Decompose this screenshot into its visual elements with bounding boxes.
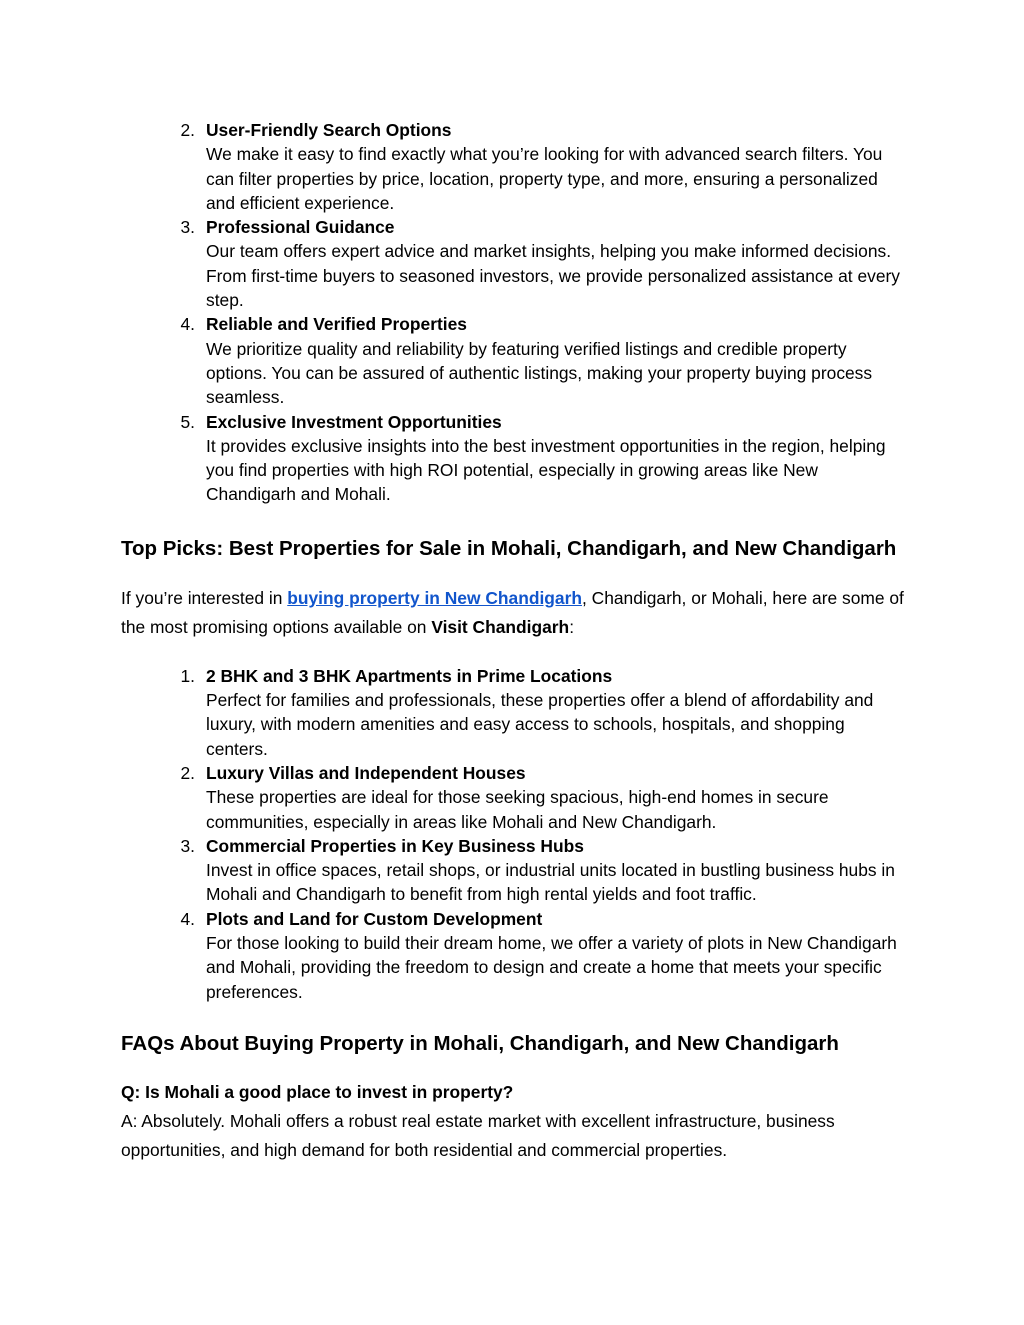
list-item-number: 2. xyxy=(180,120,195,140)
list-item-body: Our team offers expert advice and market insights, helping you make informed decisions. From first-time buyers to seasoned investors, we provide personalized assistance at every step. xyxy=(206,241,900,311)
list-item xyxy=(121,834,911,907)
list-item xyxy=(121,410,911,507)
faq-answer: A: Absolutely. Mohali offers a robust real estate market with excellent infrastructure, business opportunities, and high demand for both residential and commercial properties. xyxy=(121,1110,835,1161)
list-item-body: We make it easy to find exactly what you’re looking for with advanced search filters. You can filter properties by price, location, property type, and more, ensuring a personalized and efficient experience. xyxy=(206,144,883,213)
list-item-title: Exclusive Investment Opportunities xyxy=(206,411,502,432)
list-item xyxy=(121,664,911,761)
list-item-body: For those looking to build their dream home, we offer a variety of plots in New Chandigarh and Mohali, providing the freedom to design and create a home that meets your specific preferences. xyxy=(206,933,897,1002)
list-item-title: Commercial Properties in Key Business Hubs xyxy=(206,835,584,856)
list-item xyxy=(121,761,911,834)
list-item-body: It provides exclusive insights into the best investment opportunities in the region, helping you find properties with high ROI potential, especially in growing areas like New Chandigarh and Mohali. xyxy=(206,435,886,505)
list-item-body: These properties are ideal for those seeking spacious, high-end homes in secure communities, especially in areas like Mohali and New Chandigarh. xyxy=(206,787,829,832)
list-item-title: User-Friendly Search Options xyxy=(206,120,452,140)
list-item-title: Plots and Land for Custom Development xyxy=(206,908,543,929)
top-picks-intro xyxy=(121,584,911,642)
list-item-title: Luxury Villas and Independent Houses xyxy=(206,762,526,783)
document-page xyxy=(121,118,911,1166)
list-item xyxy=(121,312,911,409)
list-item xyxy=(121,118,911,215)
faq-question: Q: Is Mohali a good place to invest in property? xyxy=(121,1081,514,1102)
list-item-title: Professional Guidance xyxy=(206,217,395,238)
list-item-body: Invest in office spaces, retail shops, or industrial units located in bustling business hubs in Mohali and Chandigarh to benefit from high rental yields and foot traffic. xyxy=(206,860,895,905)
list-item-number: 4. xyxy=(180,908,195,929)
list-item-number: 3. xyxy=(180,835,195,856)
buying-property-link[interactable]: buying property in New Chandigarh xyxy=(287,587,582,608)
list-item xyxy=(121,907,911,1004)
features-list xyxy=(121,118,911,507)
top-picks-list xyxy=(121,664,911,1004)
list-item-number: 4. xyxy=(180,314,195,335)
intro-text-middle: , Chandigarh, or Mohali, here are some of the most promising options available on xyxy=(121,587,904,637)
list-item xyxy=(121,215,911,312)
list-item-title: Reliable and Verified Properties xyxy=(206,314,467,335)
list-item-number: 3. xyxy=(180,217,195,238)
list-item-title: 2 BHK and 3 BHK Apartments in Prime Locations xyxy=(206,665,613,686)
list-item-number: 2. xyxy=(180,762,195,783)
intro-brand-name: Visit Chandigarh xyxy=(431,616,570,637)
list-item-number: 1. xyxy=(180,665,195,686)
faq-heading: FAQs About Buying Property in Mohali, Chandigarh, and New Chandigarh xyxy=(121,1031,839,1055)
list-item-body: We prioritize quality and reliability by featuring verified listings and credible property options. You can be assured of authentic listings, making your property buying process seamless. xyxy=(206,338,873,408)
list-item-body: Perfect for families and professionals, these properties offer a blend of affordability and luxury, with modern amenities and easy access to schools, hospitals, and shopping centers. xyxy=(206,690,874,759)
intro-text-end: : xyxy=(569,616,575,637)
top-picks-heading: Top Picks: Best Properties for Sale in Mohali, Chandigarh, and New Chandigarh xyxy=(121,536,897,560)
list-item-number: 5. xyxy=(180,411,195,432)
intro-text-start: If you’re interested in xyxy=(121,587,288,608)
